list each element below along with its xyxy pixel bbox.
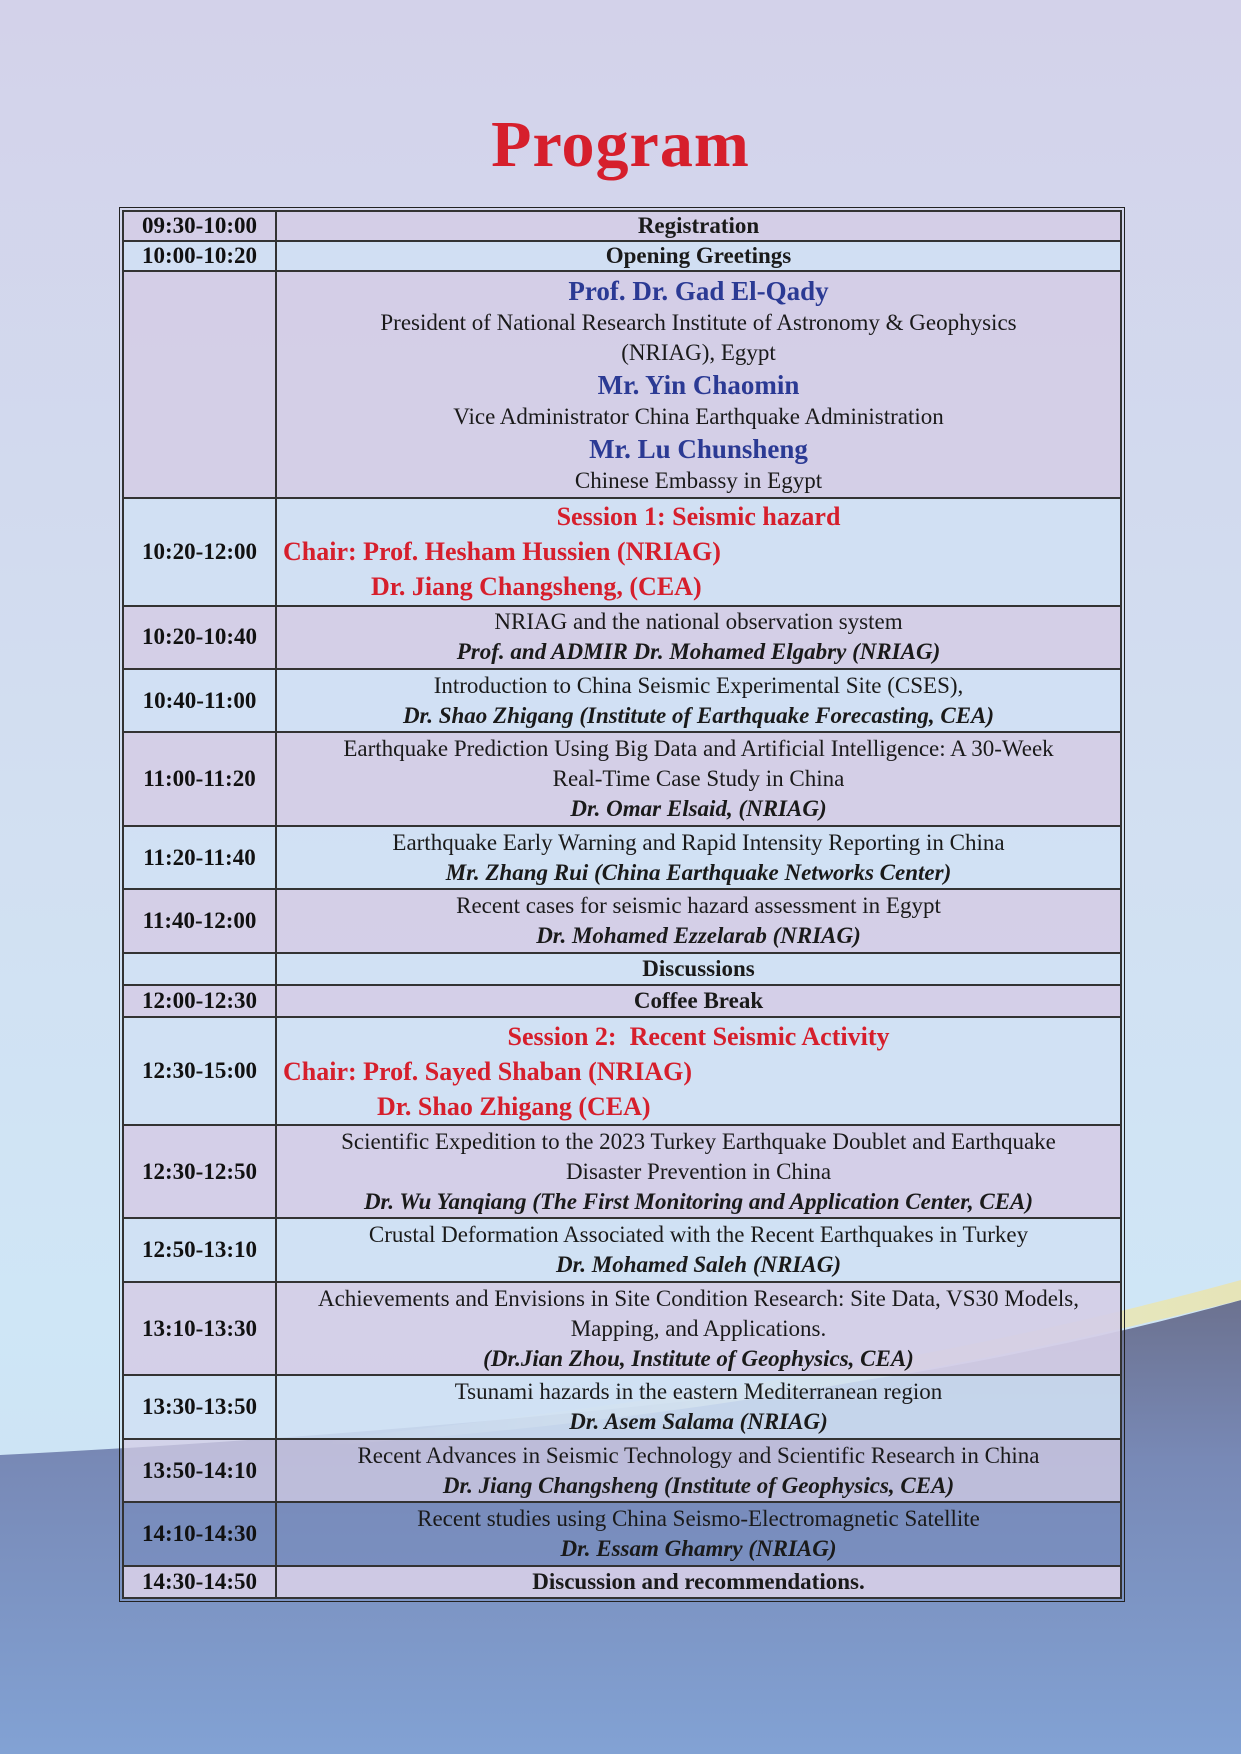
- coffee-break-label: Coffee Break: [276, 985, 1121, 1017]
- time-cell-empty: [123, 271, 276, 497]
- talk-cell: [276, 606, 1121, 669]
- talk-speaker: (Dr.Jian Zhou, Institute of Geophysics, CEA): [483, 1345, 914, 1371]
- talk-title: Recent cases for seismic hazard assessment in Egypt: [456, 893, 941, 919]
- table-row: [123, 953, 1121, 985]
- talk-cell: [276, 732, 1121, 826]
- session-header-cell: [276, 1017, 1121, 1125]
- table-row: [123, 498, 1121, 606]
- time-cell: 12:30-15:00: [123, 1017, 276, 1125]
- table-row: [123, 889, 1121, 952]
- time-cell: 11:00-11:20: [123, 732, 276, 826]
- page-title: Program: [491, 108, 750, 181]
- talk-speaker: Dr. Shao Zhigang (Institute of Earthquake Forecasting, CEA): [402, 702, 995, 728]
- talk-title: Introduction to China Seismic Experimental Site (CSES),: [433, 672, 964, 698]
- talk-speaker: Dr. Jiang Changsheng (Institute of Geophysics, CEA): [442, 1472, 955, 1498]
- time-cell: 14:30-14:50: [123, 1566, 276, 1598]
- session-header-cell: [276, 498, 1121, 606]
- talk-title-line2: Disaster Prevention in China: [565, 1158, 832, 1184]
- time-cell: 13:10-13:30: [123, 1282, 276, 1376]
- time-cell: 13:30-13:50: [123, 1375, 276, 1438]
- session-title: Session 1: Seismic hazard: [556, 502, 841, 532]
- talk-speaker: Dr. Essam Ghamry (NRIAG): [560, 1535, 837, 1561]
- table-row: [123, 271, 1121, 497]
- table-row: [123, 985, 1121, 1017]
- talk-cell: [276, 669, 1121, 732]
- talk-cell: [276, 889, 1121, 952]
- talk-title-line2: Mapping, and Applications.: [570, 1315, 827, 1341]
- session-co-chair: Dr. Shao Zhigang (CEA): [377, 1091, 651, 1121]
- talk-cell: [276, 1218, 1121, 1281]
- table-row: [123, 1017, 1121, 1125]
- time-cell: 10:00-10:20: [123, 241, 276, 271]
- talk-cell: [276, 1125, 1121, 1219]
- time-cell: 13:50-14:10: [123, 1439, 276, 1502]
- time-cell: 09:30-10:00: [123, 211, 276, 241]
- time-cell: 12:50-13:10: [123, 1218, 276, 1281]
- talk-title: NRIAG and the national observation system: [494, 609, 903, 635]
- talk-title: Scientific Expedition to the 2023 Turkey Earthquake Doublet and Earthquake: [341, 1128, 1056, 1154]
- session-chair: Chair: Prof. Sayed Shaban (NRIAG): [283, 1056, 693, 1086]
- table-row: [123, 732, 1121, 826]
- talk-cell: [276, 1502, 1121, 1565]
- talk-speaker: Dr. Omar Elsaid, (NRIAG): [570, 796, 827, 822]
- time-cell: 10:20-12:00: [123, 498, 276, 606]
- session-co-chair: Dr. Jiang Changsheng, (CEA): [371, 572, 702, 602]
- talk-speaker: Dr. Wu Yanqiang (The First Monitoring and Application Center, CEA): [363, 1188, 1034, 1214]
- greetings-cell: [276, 271, 1121, 497]
- vip-role: President of National Research Institute of Astronomy & Geophysics: [380, 309, 1017, 335]
- time-cell: 12:00-12:30: [123, 985, 276, 1017]
- time-cell: 10:40-11:00: [123, 669, 276, 732]
- vip-role: Vice Administrator China Earthquake Administration: [453, 403, 944, 429]
- talk-cell: [276, 1439, 1121, 1502]
- talk-title: Earthquake Early Warning and Rapid Intensity Reporting in China: [392, 829, 1005, 855]
- talk-title: Tsunami hazards in the eastern Mediterranean region: [454, 1379, 943, 1405]
- talk-cell: [276, 1375, 1121, 1438]
- vip-name: Mr. Yin Chaomin: [597, 369, 800, 400]
- table-row: [123, 1218, 1121, 1281]
- time-cell-empty: [123, 953, 276, 985]
- talk-cell: [276, 826, 1121, 889]
- talk-cell: [276, 1282, 1121, 1376]
- opening-label: Opening Greetings: [276, 241, 1121, 271]
- talk-speaker: Prof. and ADMIR Dr. Mohamed Elgabry (NRIAG): [456, 639, 941, 665]
- registration-label: Registration: [276, 211, 1121, 241]
- session-chair: Chair: Prof. Hesham Hussien (NRIAG): [283, 537, 721, 567]
- table-row: [123, 1502, 1121, 1565]
- talk-speaker: Mr. Zhang Rui (China Earthquake Networks Center): [445, 859, 952, 885]
- table-row: [123, 1282, 1121, 1376]
- time-cell: 11:20-11:40: [123, 826, 276, 889]
- talk-title-line2: Real-Time Case Study in China: [552, 766, 845, 792]
- time-cell: 12:30-12:50: [123, 1125, 276, 1219]
- talk-speaker: Dr. Mohamed Ezzelarab (NRIAG): [536, 923, 861, 949]
- table-row: [123, 1566, 1121, 1598]
- vip-name: Mr. Lu Chunsheng: [589, 433, 808, 464]
- time-cell: 10:20-10:40: [123, 606, 276, 669]
- table-row: [123, 1375, 1121, 1438]
- talk-speaker: Dr. Mohamed Saleh (NRIAG): [556, 1252, 841, 1278]
- talk-speaker: Dr. Asem Salama (NRIAG): [569, 1409, 828, 1435]
- table-row: [123, 1125, 1121, 1219]
- table-row: [123, 1439, 1121, 1502]
- talk-title: Crustal Deformation Associated with the Recent Earthquakes in Turkey: [368, 1222, 1029, 1248]
- time-cell: 14:10-14:30: [123, 1502, 276, 1565]
- talk-title: Earthquake Prediction Using Big Data and Artificial Intelligence: A 30-Week: [343, 736, 1054, 762]
- table-row: [123, 606, 1121, 669]
- table-row: [123, 241, 1121, 271]
- vip-role: Chinese Embassy in Egypt: [574, 467, 823, 493]
- talk-title: Achievements and Envisions in Site Condition Research: Site Data, VS30 Models,: [317, 1285, 1080, 1311]
- program-table-frame: [119, 207, 1125, 1602]
- talk-title: Recent Advances in Seismic Technology and Scientific Research in China: [357, 1442, 1040, 1468]
- vip-name: Prof. Dr. Gad El-Qady: [568, 275, 829, 306]
- table-row: [123, 211, 1121, 241]
- table-row: [123, 826, 1121, 889]
- talk-title: Recent studies using China Seismo-Electromagnetic Satellite: [417, 1505, 980, 1531]
- discussions-label: Discussions: [276, 953, 1121, 985]
- table-row: [123, 669, 1121, 732]
- closing-label: Discussion and recommendations.: [276, 1566, 1121, 1598]
- vip-role: (NRIAG), Egypt: [621, 339, 776, 365]
- time-cell: 11:40-12:00: [123, 889, 276, 952]
- session-title: Session 2: Recent Seismic Activity: [507, 1021, 890, 1051]
- program-table: [122, 210, 1122, 1599]
